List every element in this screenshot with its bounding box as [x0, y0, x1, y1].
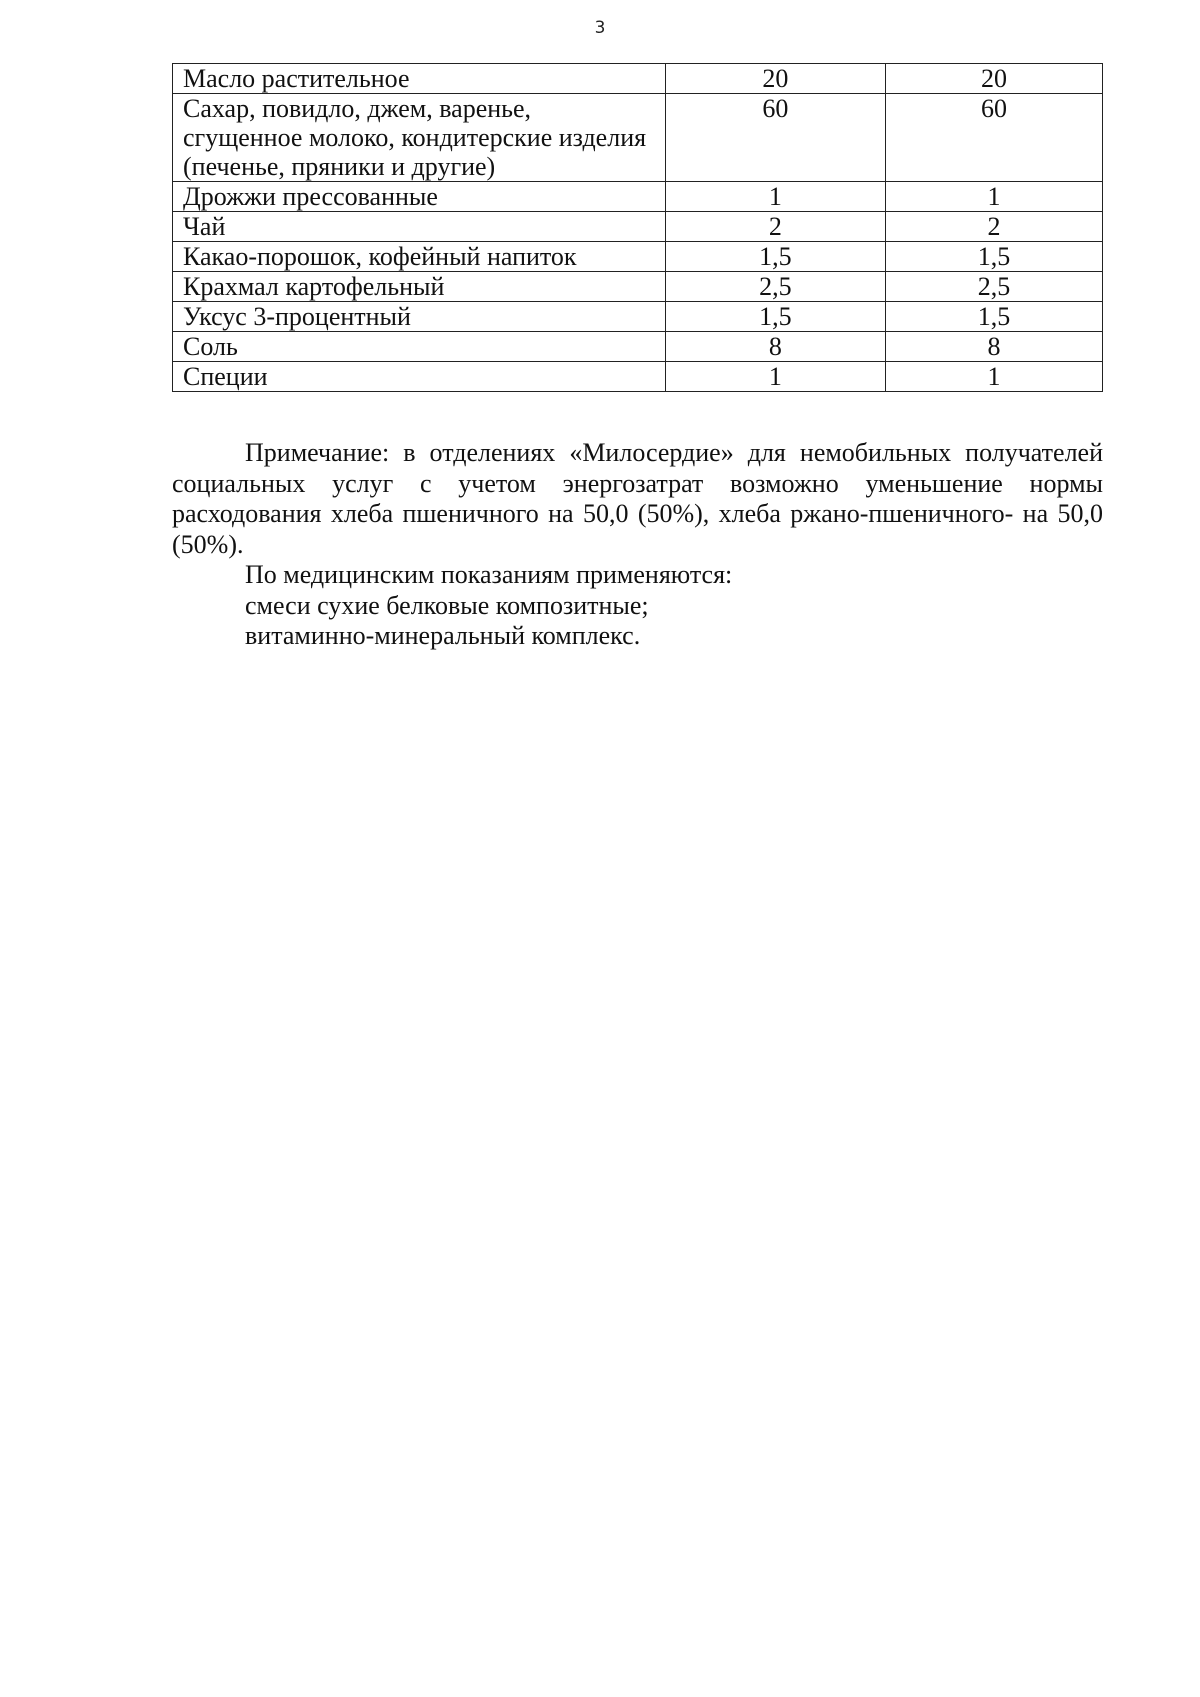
product-name-cell: Соль — [173, 332, 666, 362]
table-row — [173, 302, 1103, 332]
table-row — [173, 94, 1103, 182]
norm-value-cell: 1,5 — [885, 302, 1102, 332]
norm-value-cell: 2,5 — [885, 272, 1102, 302]
norm-value-cell: 8 — [665, 332, 885, 362]
product-name-cell: Крахмал картофельный — [173, 272, 666, 302]
norm-value-cell: 1 — [665, 362, 885, 392]
table-row — [173, 272, 1103, 302]
page-number: 3 — [594, 18, 606, 38]
norm-value-cell: 2 — [665, 212, 885, 242]
product-name-cell: Сахар, повидло, джем, варенье, сгущенное молоко, кондитерские изделия (печенье, пряники и другие) — [173, 94, 666, 182]
norm-value-cell: 2 — [885, 212, 1102, 242]
norm-table — [172, 63, 1103, 392]
norm-value-cell: 1,5 — [665, 302, 885, 332]
product-name-cell: Чай — [173, 212, 666, 242]
table-row — [173, 242, 1103, 272]
table-row — [173, 64, 1103, 94]
norm-value-cell: 1 — [885, 362, 1102, 392]
norm-value-cell: 2,5 — [665, 272, 885, 302]
norm-value-cell: 1,5 — [665, 242, 885, 272]
norm-value-cell: 8 — [885, 332, 1102, 362]
note-paragraph: Примечание: в отделениях «Милосердие» для немобильных получателей социальных услуг с учетом энергозатрат возможно уменьшение нормы расходования хлеба пшеничного на 50,0 (50%), хлеба ржано-пшеничного- на 50,0 (50%). — [172, 438, 1103, 559]
norm-value-cell: 1,5 — [885, 242, 1102, 272]
product-name-cell: Уксус 3-процентный — [173, 302, 666, 332]
medical-indications-lead: По медицинским показаниям применяются: — [245, 560, 733, 589]
table-row — [173, 362, 1103, 392]
table-row — [173, 212, 1103, 242]
norm-value-cell: 20 — [665, 64, 885, 94]
note-section — [172, 438, 1103, 652]
norm-value-cell: 60 — [665, 94, 885, 182]
product-name-cell: Масло растительное — [173, 64, 666, 94]
table-row — [173, 182, 1103, 212]
list-item: витаминно-минеральный комплекс. — [245, 621, 641, 650]
product-name-cell: Дрожжи прессованные — [173, 182, 666, 212]
norm-value-cell: 60 — [885, 94, 1102, 182]
product-name-cell: Специи — [173, 362, 666, 392]
product-name-cell: Какао-порошок, кофейный напиток — [173, 242, 666, 272]
norm-value-cell: 1 — [885, 182, 1102, 212]
list-item: смеси сухие белковые композитные; — [245, 590, 649, 620]
norm-value-cell: 20 — [885, 64, 1102, 94]
table-row — [173, 332, 1103, 362]
norm-value-cell: 1 — [665, 182, 885, 212]
